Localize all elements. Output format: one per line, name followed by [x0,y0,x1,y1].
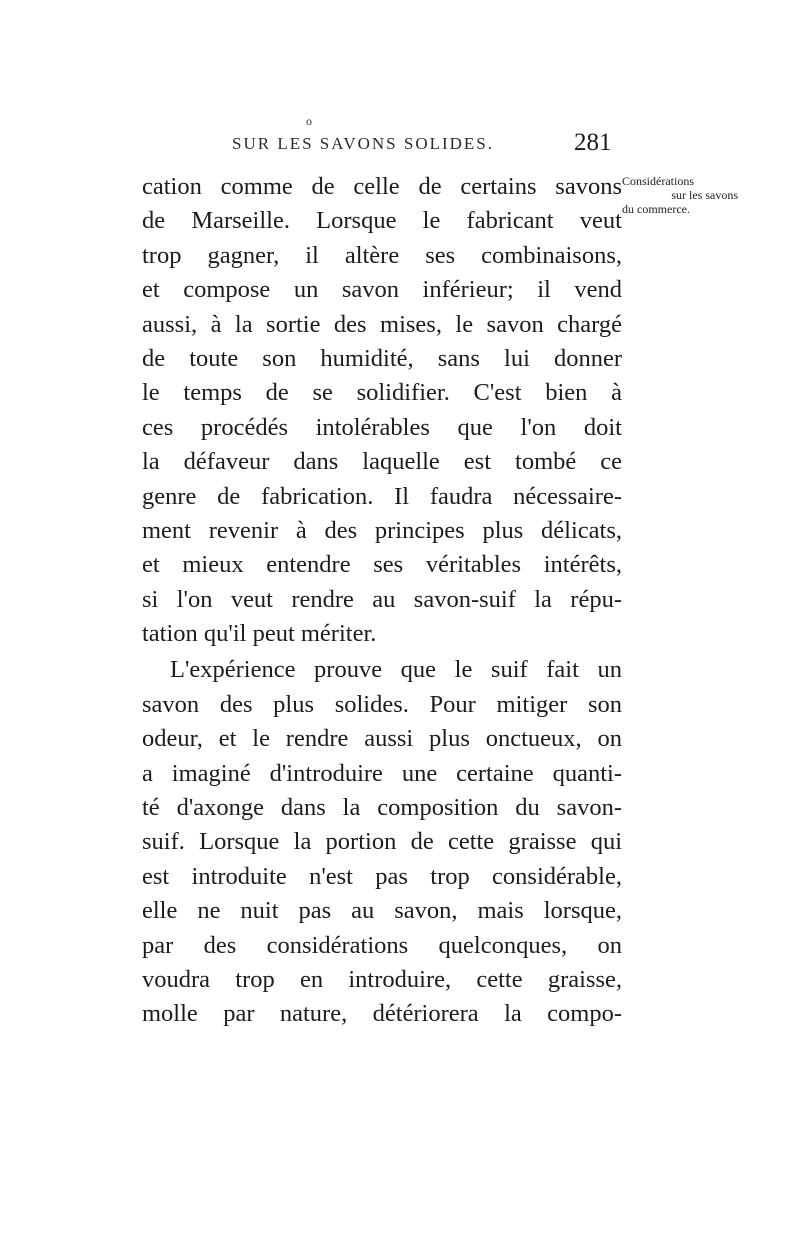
text-line: molle par nature, détériorera la compo- [142,1000,622,1028]
text-line: a imaginé d'introduire une certaine quanti- [142,759,622,787]
text-line: trop gagner, il altère ses combinaisons, [142,241,622,269]
text-line: elle ne nuit pas au savon, mais lorsque, [142,897,622,925]
text-line: ces procédés intolérables que l'on doit [142,413,622,441]
text-line: té d'axonge dans la composition du savon- [142,794,622,822]
margin-note-line: du commerce. [622,202,690,216]
text-line: odeur, et le rendre aussi plus onctueux, on [142,725,622,753]
paragraph [142,653,622,1031]
text-line: savon des plus solides. Pour mitiger son [142,690,622,718]
text-line: genre de fabrication. Il faudra nécessaire- [142,482,622,510]
text-line: suif. Lorsque la portion de cette graisse qui [142,828,622,856]
text-line: de Marseille. Lorsque le fabricant veut [142,207,622,235]
text-line: de toute son humidité, sans lui donner [142,344,622,372]
text-line: L'expérience prouve que le suif fait un [170,656,622,684]
text-line: et compose un savon inférieur; il vend [142,276,622,304]
text-line: le temps de se solidifier. C'est bien à [142,379,622,407]
margin-note-line: Considérations [622,174,694,188]
body-text [142,170,622,1032]
text-line: tation qu'il peut mériter. [142,620,377,648]
text-line: cation comme de celle de certains savons [142,173,622,200]
text-line: ment revenir à des principes plus délicats, [142,516,622,544]
header-ornament-mark: o [306,114,312,128]
text-line: et mieux entendre ses véritables intérêts, [142,551,622,579]
running-head: SUR LES SAVONS SOLIDES. [232,134,495,153]
margin-note-line: sur les savons [671,188,738,202]
text-line: est introduite n'est pas trop considérable, [142,862,622,890]
margin-note [622,174,738,216]
text-line: voudra trop en introduire, cette graisse, [142,965,622,993]
text-line: aussi, à la sortie des mises, le savon chargé [142,310,622,338]
text-line: la défaveur dans laquelle est tombé ce [142,448,622,476]
text-line: par des considérations quelconques, on [142,931,622,959]
page-number: 281 [574,129,612,156]
paragraph [142,170,622,651]
text-line: si l'on veut rendre au savon-suif la répu- [142,585,622,613]
